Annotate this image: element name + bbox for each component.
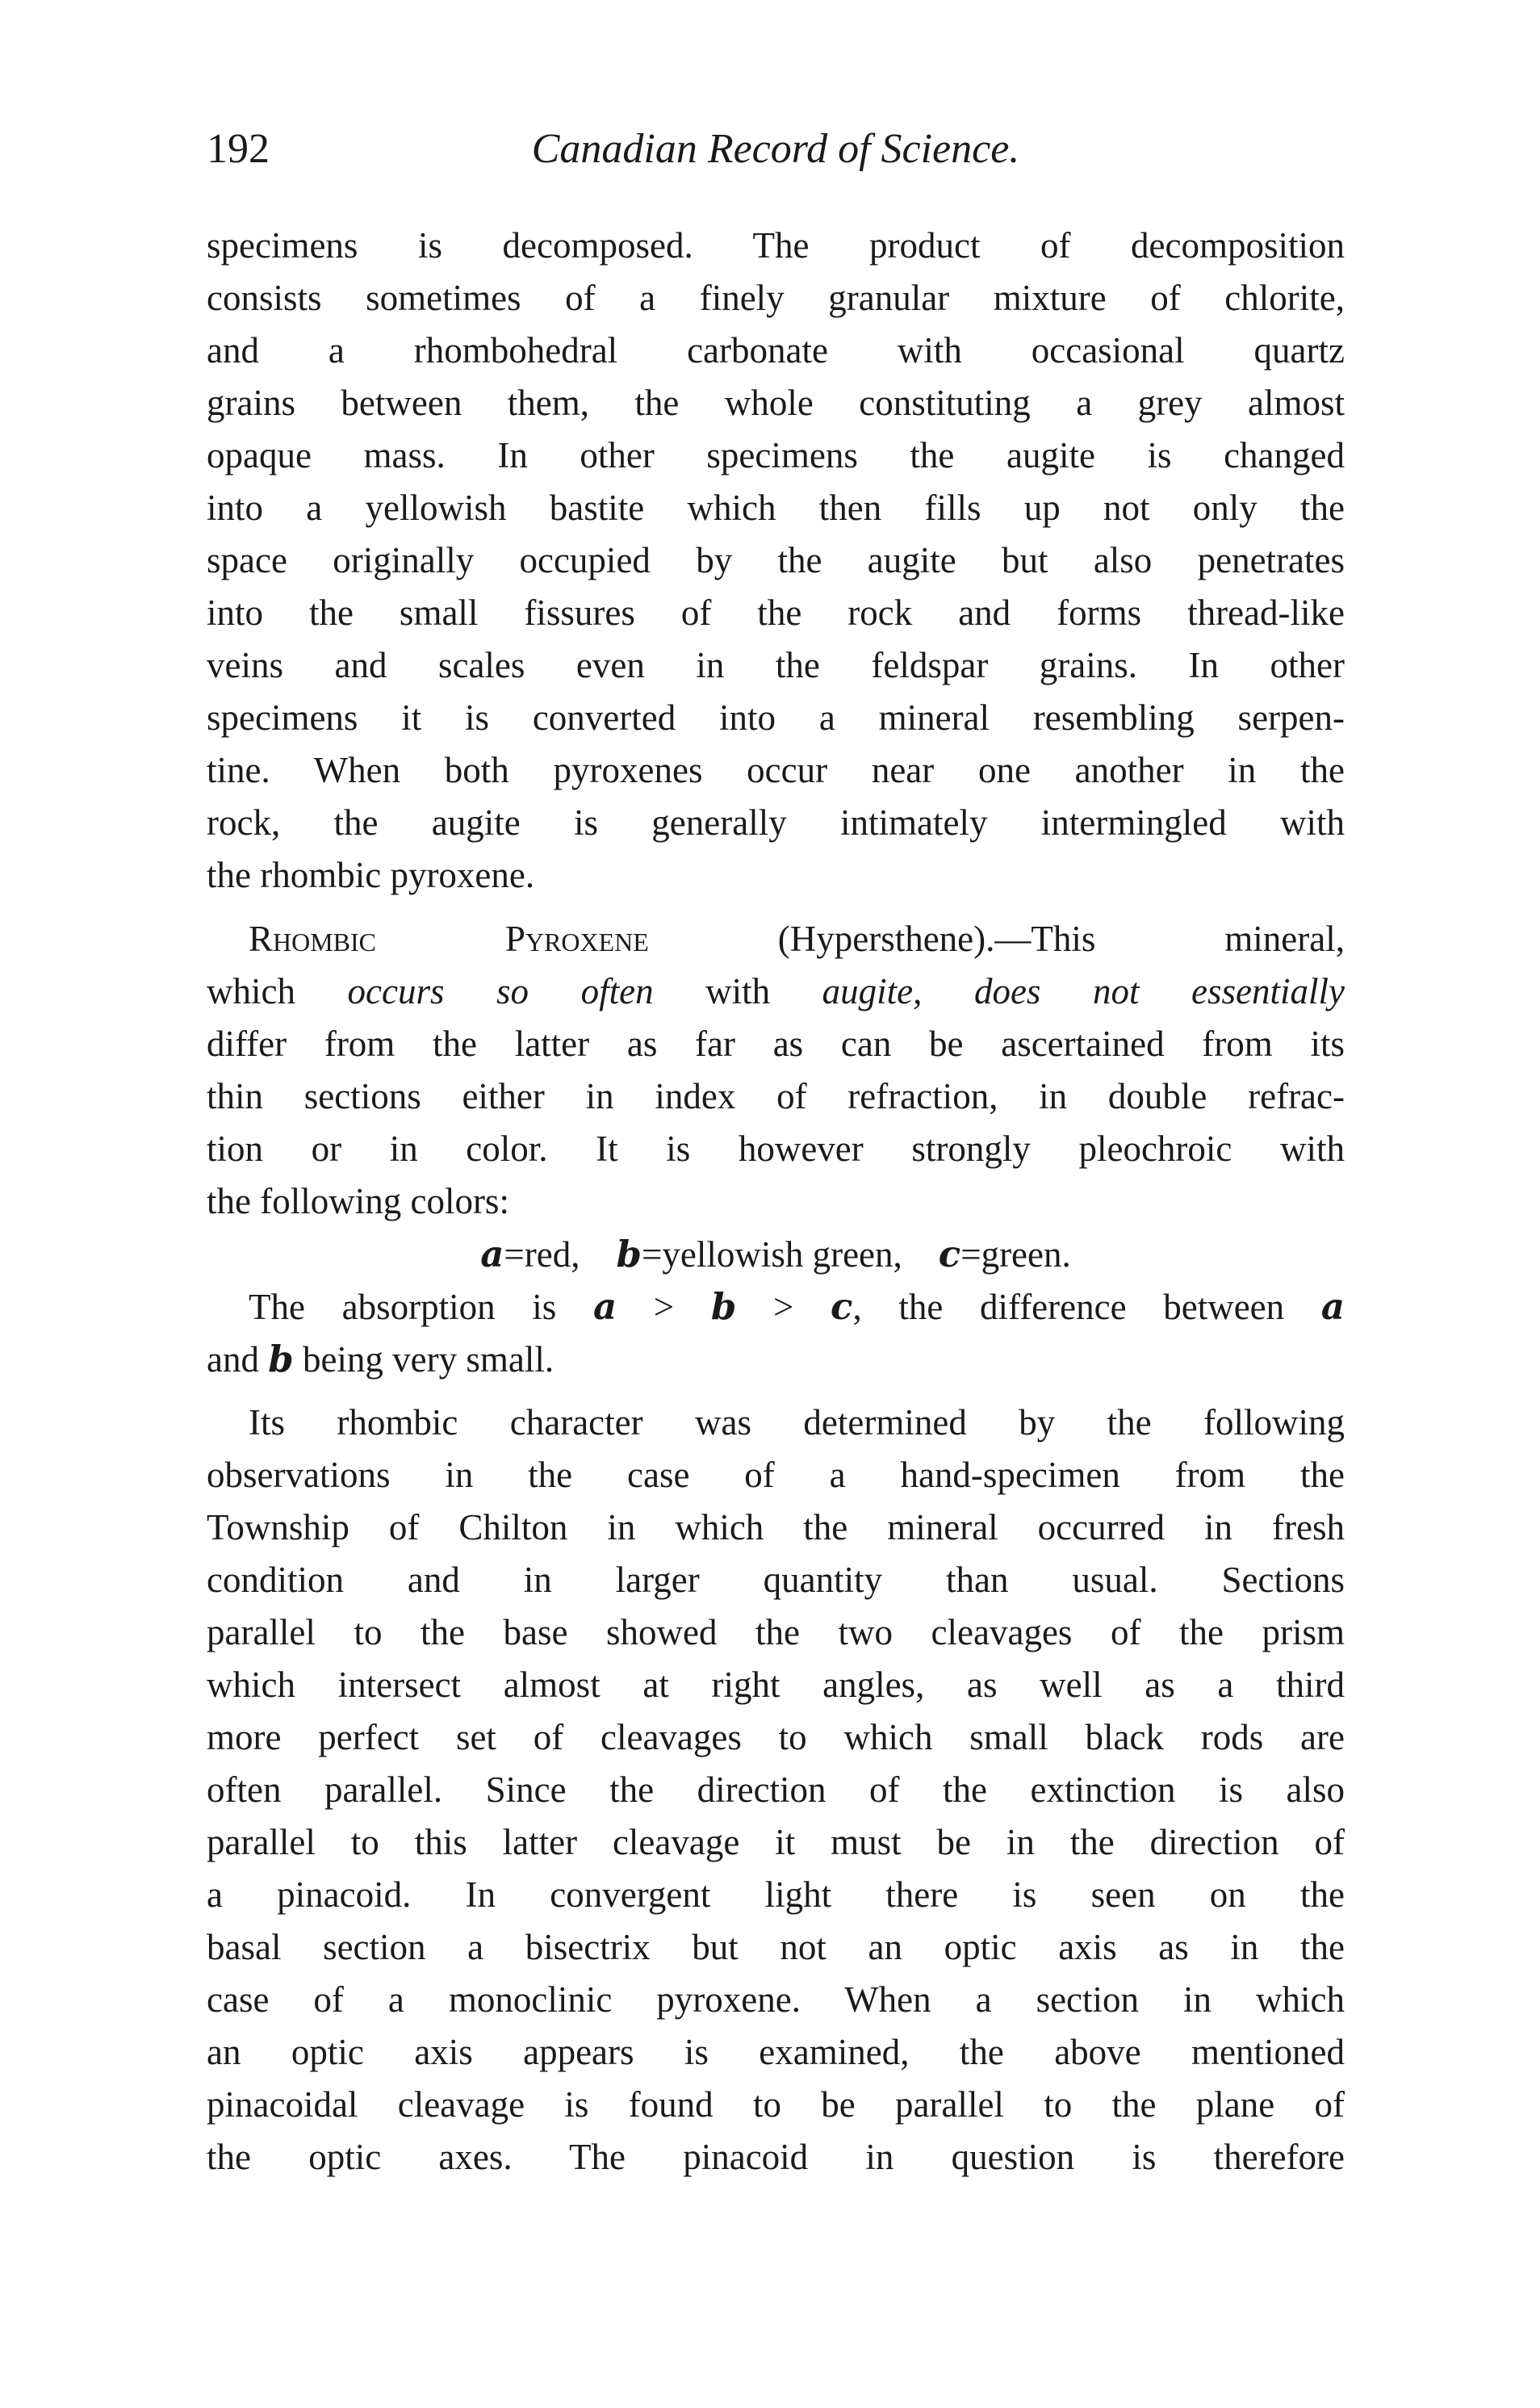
paragraph-1 (207, 220, 1345, 902)
page-header (207, 121, 1345, 178)
text-line: a pinacoid. In convergent light there is seen on the (207, 1874, 1345, 1915)
axis-symbol: b (616, 1233, 642, 1275)
text-line: parallel to the base showed the two cleavages of the prism (207, 1612, 1345, 1652)
paragraph-gap (207, 1385, 1345, 1397)
text-line: the rhombic pyroxene. (207, 855, 535, 895)
text-line: an optic axis appears is examined, the above mentioned (207, 2032, 1345, 2072)
text-line: which intersect almost at right angles, as well as a third (207, 1665, 1345, 1705)
text-line: pinacoidal cleavage is found to be parallel to the plane of (207, 2084, 1345, 2125)
italic-run: occurs so often (347, 971, 654, 1011)
text-run: (Hypersthene).—This mineral, (648, 919, 1345, 959)
axis-symbol: a (592, 1285, 617, 1328)
text-line: basal section a bisectrix but not an optic axis as in the (207, 1927, 1345, 1967)
text-line (207, 1333, 1345, 1385)
italic-run: does not essentially (973, 971, 1345, 1011)
axis-symbol: b (268, 1338, 294, 1380)
text-run (922, 971, 974, 1011)
text-line: specimens it is converted into a mineral resembling serpen- (207, 697, 1345, 738)
text-line (207, 965, 1345, 1018)
text-line: differ from the latter as far as can be ascertained from its (207, 1024, 1345, 1064)
text-line (207, 913, 1345, 965)
text-line: case of a monoclinic pyroxene. When a section in which (207, 1979, 1345, 2020)
axis-symbol: a (480, 1233, 504, 1275)
text-line: the optic axes. The pinacoid in question is therefore (207, 2137, 1345, 2177)
text-line: grains between them, the whole constituting a grey almost (207, 383, 1345, 423)
section-heading: Rhombic Pyroxene (249, 919, 649, 959)
text-run: being very small. (293, 1339, 554, 1380)
running-title: Canadian Record of Science. (531, 126, 1020, 172)
paragraph-2 (207, 913, 1345, 1228)
text-line: into the small fissures of the rock and forms thread-like (207, 593, 1345, 633)
text-run: and (207, 1339, 269, 1380)
text-line: more perfect set of cleavages to which small black rods are (207, 1717, 1345, 1757)
paragraph-4 (207, 1397, 1345, 2184)
text-line: opaque mass. In other specimens the augite is changed (207, 435, 1345, 475)
pleochroism-formula (207, 1228, 1345, 1280)
body-text (207, 220, 1345, 2184)
text-line: tion or in color. It is however strongly pleochroic with (207, 1129, 1345, 1169)
text-line: tine. When both pyroxenes occur near one another in the (207, 750, 1345, 790)
text-run: =yellowish green, (641, 1234, 902, 1275)
text-line: into a yellowish bastite which then fills up not only the (207, 488, 1345, 528)
text-run: =red, (504, 1234, 580, 1275)
text-run: > (736, 1287, 831, 1327)
axis-symbol: c (831, 1285, 853, 1328)
text-line: Township of Chilton in which the mineral occurred in fresh (207, 1507, 1345, 1547)
text-run: which (207, 971, 348, 1011)
paragraph-3 (207, 1280, 1345, 1385)
text-run: =green. (960, 1234, 1071, 1275)
text-line: often parallel. Since the direction of the extinction is also (207, 1769, 1345, 1810)
axis-symbol: b (710, 1285, 737, 1328)
page-number: 192 (207, 126, 270, 172)
text-line: thin sections either in index of refraction, in double refrac- (207, 1076, 1345, 1116)
italic-run: augite, (822, 971, 923, 1011)
text-line: condition and in larger quantity than usual. Sections (207, 1560, 1345, 1600)
text-run: with (653, 971, 822, 1011)
text-line: the following colors: (207, 1181, 509, 1221)
text-run: The absorption is (249, 1287, 593, 1327)
text-line (207, 1280, 1345, 1333)
text-line: rock, the augite is generally intimately intermingled with (207, 802, 1345, 843)
paragraph-gap (207, 902, 1345, 913)
text-run: , the difference between (852, 1287, 1321, 1327)
text-line: consists sometimes of a finely granular mixture of chlorite, (207, 278, 1345, 318)
axis-symbol: c (938, 1233, 961, 1275)
text-line: Its rhombic character was determined by the following (249, 1402, 1345, 1443)
text-run: > (617, 1287, 711, 1327)
text-line: space originally occupied by the augite but also penetrates (207, 540, 1345, 580)
text-line: and a rhombohedral carbonate with occasional quartz (207, 330, 1345, 371)
text-line: observations in the case of a hand-specimen from the (207, 1455, 1345, 1495)
text-line: specimens is decomposed. The product of decomposition (207, 225, 1345, 266)
text-line: veins and scales even in the feldspar grains. In other (207, 645, 1345, 685)
axis-symbol: a (1320, 1285, 1345, 1328)
text-line: parallel to this latter cleavage it must be in the direction of (207, 1822, 1345, 1862)
